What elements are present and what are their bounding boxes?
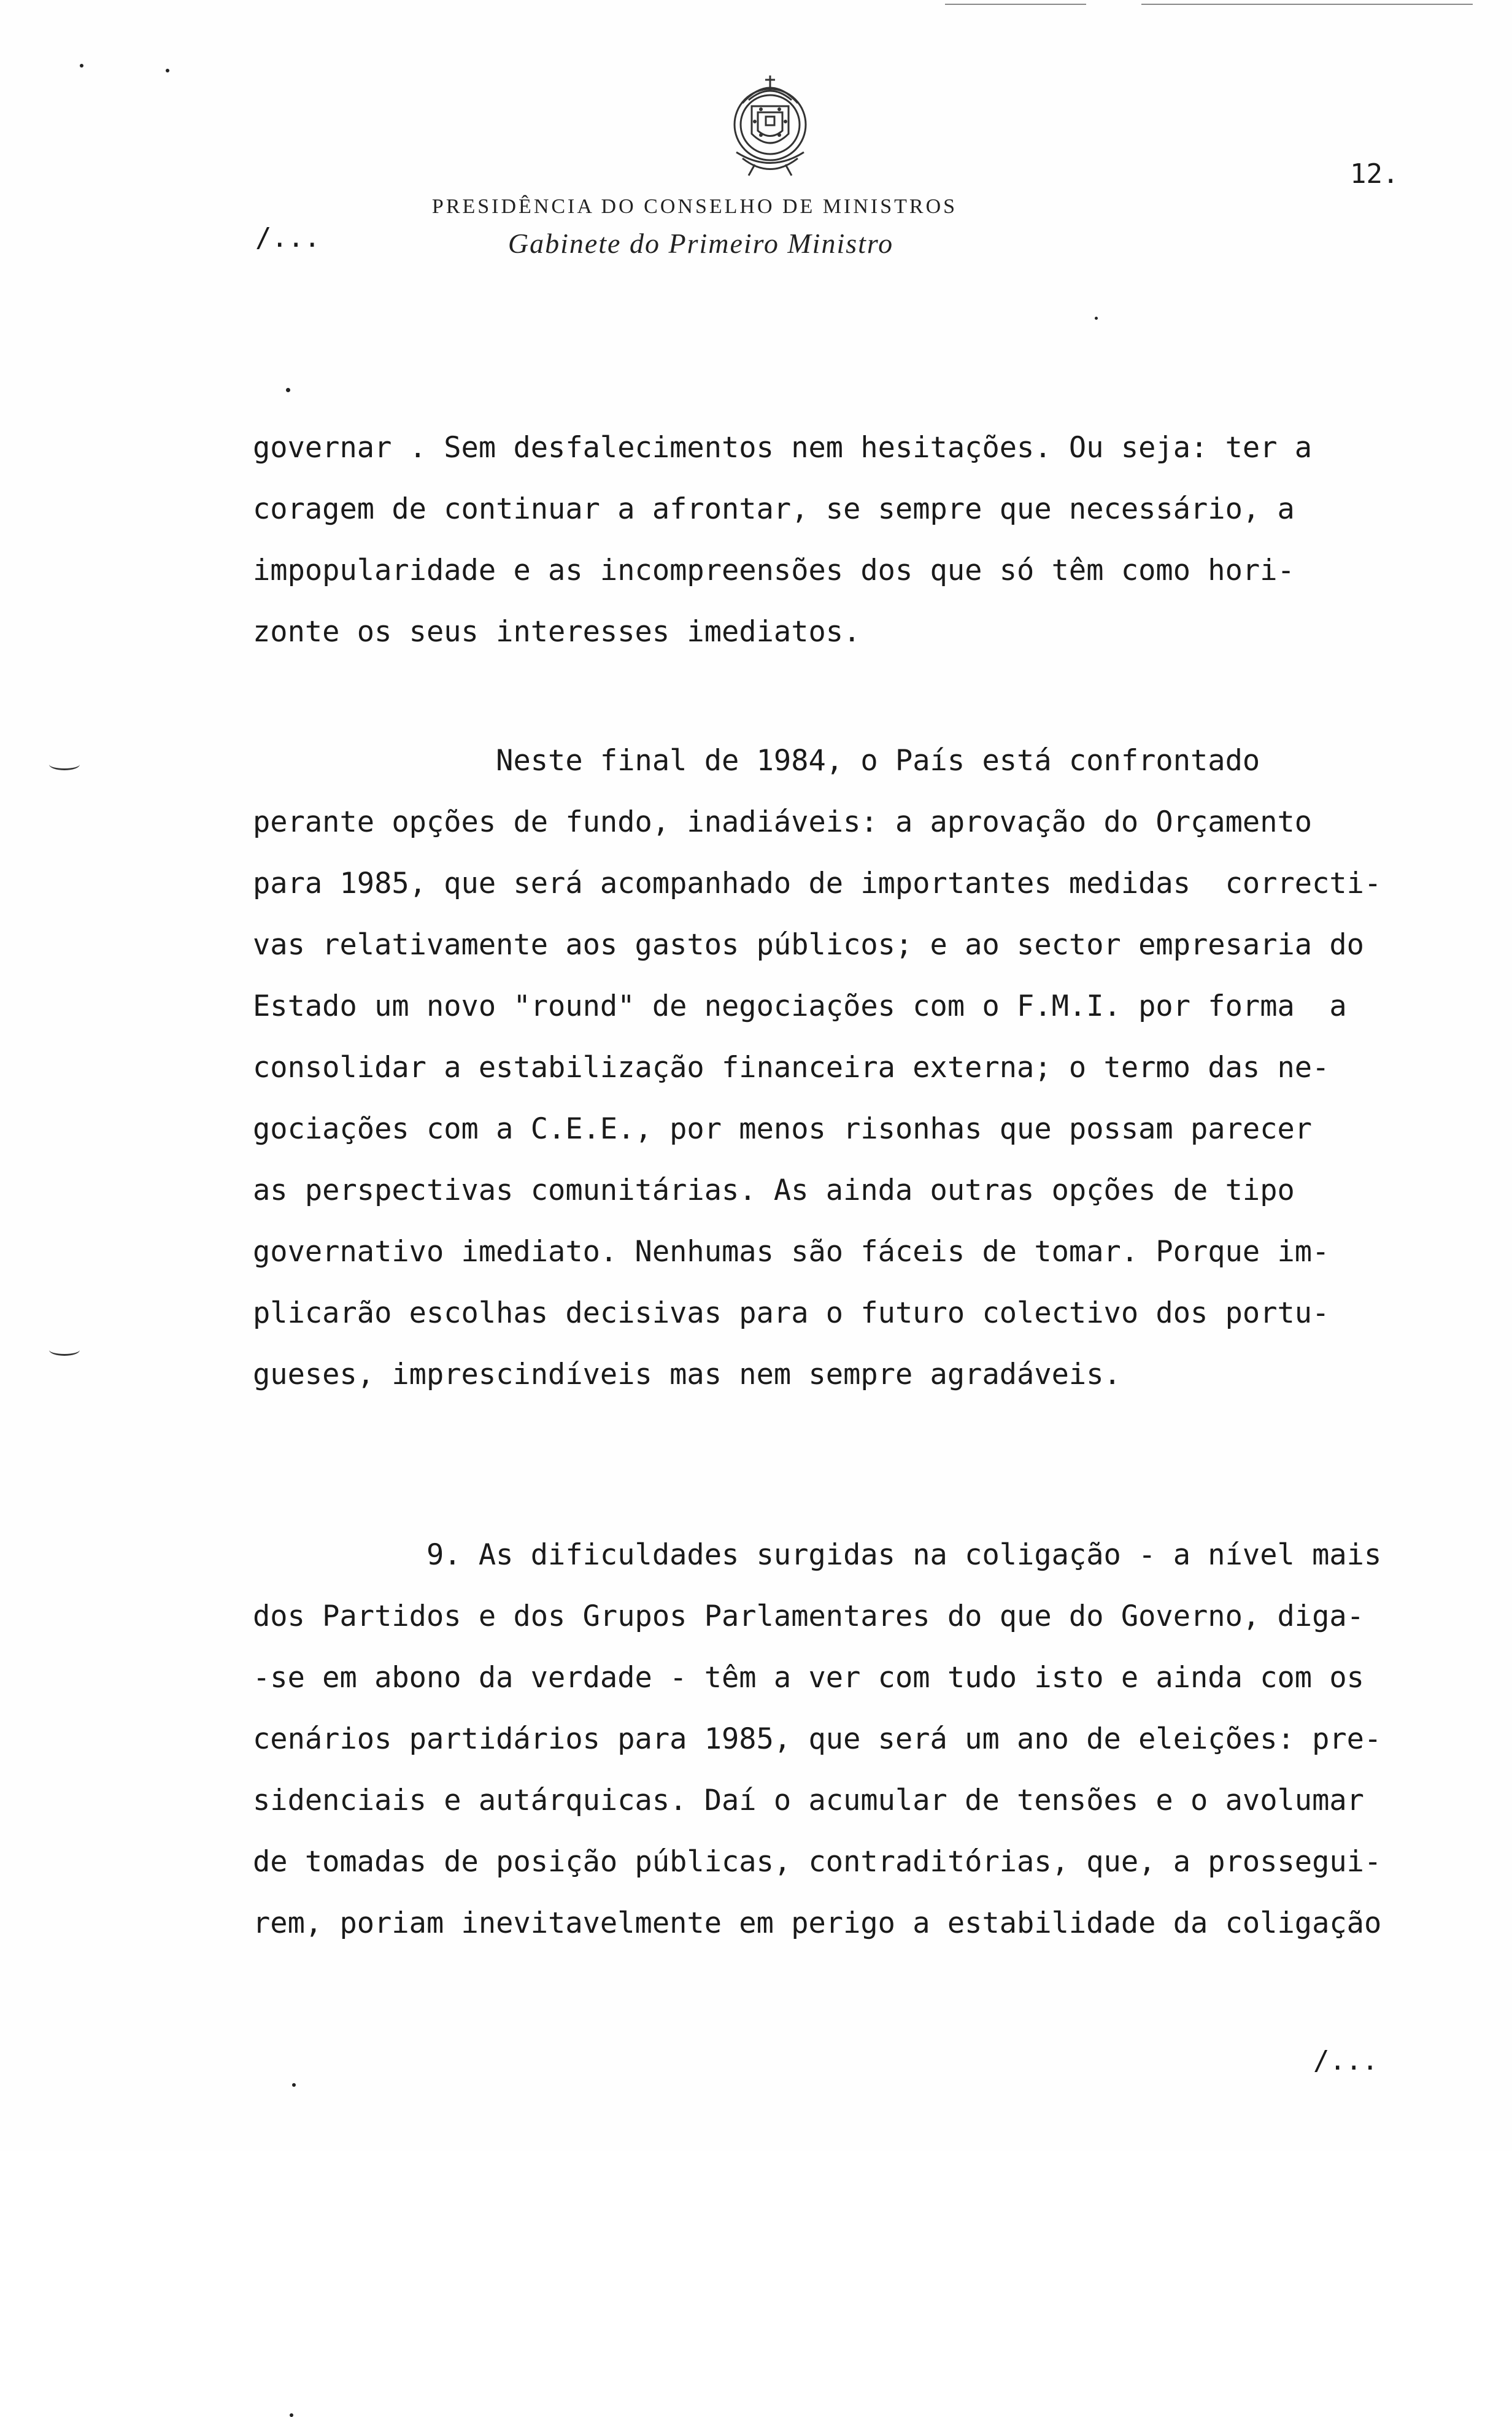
scan-speck <box>80 64 83 68</box>
scan-speck <box>1095 317 1098 320</box>
paragraph <box>253 730 1468 1406</box>
text-line: rem, poriam inevitavelmente em perigo a estabilidade da coligação <box>253 1906 1382 1940</box>
page-number: 12. <box>1350 158 1399 190</box>
text-line: coragem de continuar a afrontar, se sempre que necessário, a <box>253 492 1295 526</box>
letterhead-subtitle: Gabinete do Primeiro Ministro <box>507 228 894 259</box>
text-line: cenários partidários para 1985, que será um ano de eleições: pre- <box>253 1722 1382 1756</box>
text-line: 9. As dificuldades surgidas na coligação - a nível mais <box>253 1538 1382 1572</box>
text-line: sidenciais e autárquicas. Daí o acumular de tensões e o avolumar <box>253 1784 1364 1817</box>
text-line: perante opções de fundo, inadiáveis: a aprovação do Orçamento <box>253 805 1313 839</box>
text-line: Neste final de 1984, o País está confrontado <box>253 744 1260 778</box>
portuguese-coat-of-arms-icon <box>718 66 822 183</box>
scan-speck <box>166 69 169 72</box>
letterhead-title: PRESIDÊNCIA DO CONSELHO DE MINISTROS <box>431 195 958 218</box>
scan-speck <box>286 388 290 392</box>
paragraph <box>253 417 1468 663</box>
scan-speck <box>290 2413 293 2417</box>
text-line: Estado um novo "round" de negociações com o F.M.I. por forma a <box>253 989 1347 1023</box>
text-line: gociações com a C.E.E., por menos risonhas que possam parecer <box>253 1112 1313 1146</box>
punch-hole-mark <box>49 759 80 770</box>
scan-edge-line <box>1141 4 1473 5</box>
text-line: governar . Sem desfalecimentos nem hesitações. Ou seja: ter a <box>253 431 1313 465</box>
text-line: gueses, imprescindíveis mas nem sempre agradáveis. <box>253 1358 1121 1391</box>
text-line: vas relativamente aos gastos públicos; e ao sector empresaria do <box>253 928 1364 962</box>
continuation-marker-top: /... <box>255 222 320 253</box>
text-line: impopularidade e as incompreensões dos que só têm como hori- <box>253 554 1295 587</box>
continuation-marker-bottom: /... <box>1313 2045 1378 2076</box>
text-line: as perspectivas comunitárias. As ainda outras opções de tipo <box>253 1174 1295 1207</box>
text-line: zonte os seus interesses imediatos. <box>253 615 861 649</box>
paragraph <box>253 1525 1468 1954</box>
text-line: dos Partidos e dos Grupos Parlamentares do que do Governo, diga- <box>253 1599 1364 1633</box>
scan-speck <box>292 2083 296 2087</box>
text-line: de tomadas de posição públicas, contraditórias, que, a prossegui- <box>253 1845 1382 1879</box>
scan-edge-line <box>945 4 1086 5</box>
text-line: para 1985, que será acompanhado de importantes medidas correcti- <box>253 867 1382 900</box>
text-line: consolidar a estabilização financeira externa; o termo das ne- <box>253 1051 1330 1085</box>
text-line: plicarão escolhas decisivas para o futuro colectivo dos portu- <box>253 1296 1330 1330</box>
punch-hole-mark <box>49 1344 80 1356</box>
text-line: governativo imediato. Nenhumas são fáceis de tomar. Porque im- <box>253 1235 1330 1269</box>
text-line: -se em abono da verdade - têm a ver com tudo isto e ainda com os <box>253 1661 1364 1695</box>
